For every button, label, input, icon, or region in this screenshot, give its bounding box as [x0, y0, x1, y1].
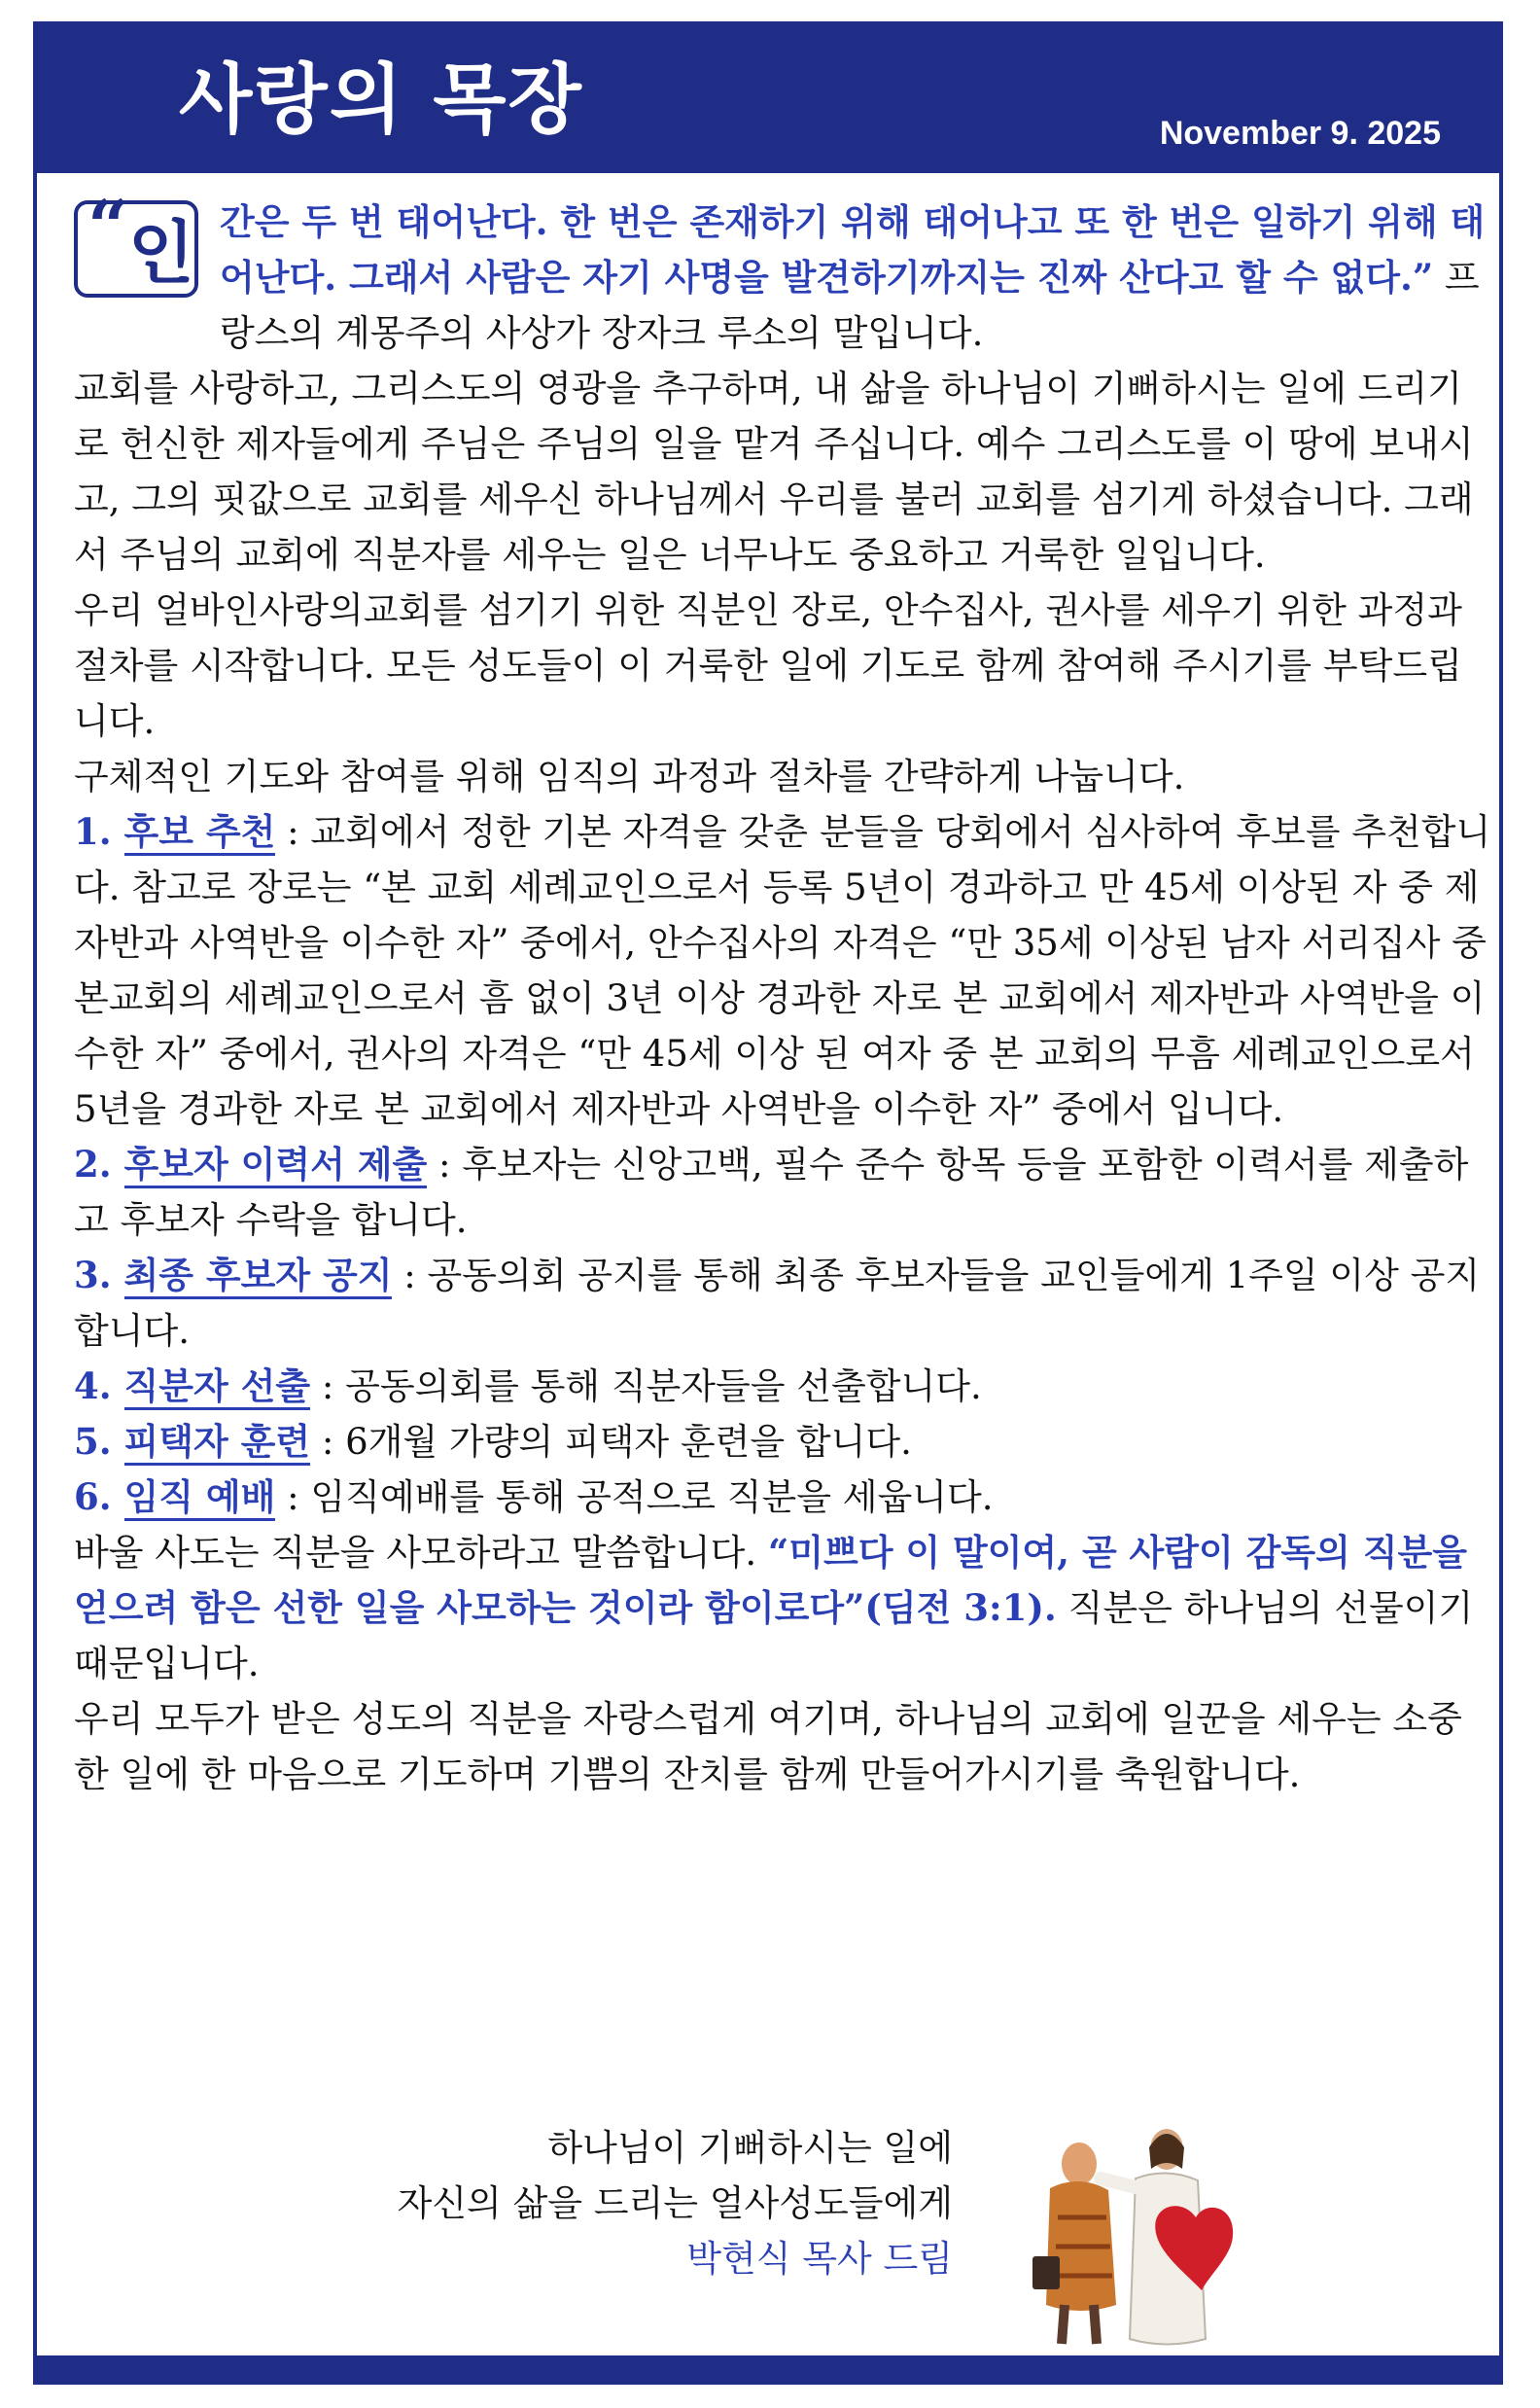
step-item — [74, 1137, 1493, 1248]
step-item — [74, 1414, 1493, 1470]
signature-line: 하나님이 기뻐하시는 일에 — [547, 2127, 953, 2169]
step-text: : 공동의회 공지를 통해 최종 후보자들을 교인들에게 1주일 이상 공지합니다. — [74, 1255, 1481, 1352]
two-figures-with-heart-illustration — [1011, 2110, 1235, 2354]
step-title: 후보자 이력서 제출 — [124, 1143, 428, 1188]
step-text: : 교회에서 정한 기본 자격을 갖춘 분들을 당회에서 심사하여 후보를 추천합니다. 참고로 장로는 “본 교회 세례교인으로서 등록 5년이 경과하고 만 45세 이상된 자 중 제자반과 사역반을 이수한 자” 중에서, 안수집사의 자격은 “만 35세 이상된 남자 서리집사 중 본교회의 세례교인으로서 흠 없이 3년 이상 경과한 자로 본 교회에서 제자반과 사역반을 이수한 자” 중에서, 권사의 자격은 “만 45세 이상 된 여자 중 본 교회의 무흠 세례교인으로서 5년을 경과한 자로 본 교회에서 제자반과 사역반을 이수한 자” 중에서 입니다. — [74, 811, 1491, 1130]
left-figure-legs — [1062, 2305, 1097, 2344]
signature-line: 자신의 삶을 드리는 얼사성도들에게 — [397, 2182, 953, 2224]
paragraph-calling: 교회를 사랑하고, 그리스도의 영광을 추구하며, 내 삶을 하나님이 기뻐하시는 일에 드리기로 헌신한 제자들에게 주님은 주님의 일을 맡겨 주십니다. 예수 그리스도를 이 땅에 보내시고, 그의 핏값으로 교회를 세우신 하나님께서 우리를 불러 교회를 섬기게 하셨습니다. 그래서 주님의 교회에 직분자를 세우는 일은 너무나도 중요하고 거룩한 일입니다. — [74, 368, 1474, 576]
paragraph-scripture — [74, 1525, 1493, 1691]
scripture-verse: “미쁘다 이 말이여, 곧 사람이 감독의 직분을 얻으려 함은 선한 일을 사모하는 것이라 함이로다”(딤전 3:1). — [74, 1531, 1468, 1629]
quote-attribution: 프랑스의 계몽주의 사상가 장자크 루소의 말입니다. — [220, 257, 1480, 354]
step-title: 피택자 훈련 — [124, 1420, 311, 1466]
step-title: 최종 후보자 공지 — [124, 1254, 393, 1299]
step-number: 4. — [74, 1364, 124, 1407]
signature-block — [321, 2120, 953, 2286]
pastor-signature: 박현식 목사 드림 — [686, 2238, 953, 2280]
step-text: : 공동의회를 통해 직분자들을 선출합니다. — [310, 1365, 982, 1407]
open-quote-mark: “ — [88, 186, 129, 269]
paragraph-overview: 구체적인 기도와 참여를 위해 임직의 과정과 절차를 간략하게 나눕니다. — [74, 756, 1185, 797]
step-item — [74, 1470, 1493, 1525]
step-item — [74, 1248, 1493, 1359]
article-body — [74, 186, 1493, 1802]
step-number: 2. — [74, 1143, 124, 1186]
intro-block — [74, 186, 1493, 361]
footer-bar — [33, 2355, 1503, 2385]
step-item — [74, 804, 1493, 1137]
step-title: 임직 예배 — [124, 1475, 276, 1521]
header-banner — [33, 21, 1503, 173]
step-text: : 6개월 가량의 피택자 훈련을 합니다. — [310, 1421, 912, 1463]
briefcase-icon — [1032, 2256, 1060, 2289]
step-title: 직분자 선출 — [124, 1364, 311, 1410]
page-title: 사랑의 목장 — [179, 56, 583, 144]
scripture-lead: 바울 사도는 직분을 사모하라고 말씀합니다. — [74, 1532, 768, 1574]
step-item — [74, 1359, 1493, 1414]
left-figure-head — [1062, 2142, 1097, 2185]
step-number: 1. — [74, 810, 124, 853]
intro-quote-paragraph — [74, 186, 1493, 361]
paragraph-blessing: 우리 모두가 받은 성도의 직분을 자랑스럽게 여기며, 하나님의 교회에 일꾼을 세우는 소중한 일에 한 마음으로 기도하며 기쁨의 잔치를 함께 만들어가시기를 축원합니다. — [74, 1698, 1462, 1795]
step-number: 5. — [74, 1420, 124, 1463]
step-number: 6. — [74, 1475, 124, 1518]
step-title: 후보 추천 — [124, 810, 276, 856]
rousseau-quote: 간은 두 번 태어난다. 한 번은 존재하기 위해 태어나고 또 한 번은 일하기 위해 태어난다. 그래서 사람은 자기 사명을 발견하기까지는 진짜 산다고 할 수 없다.” — [220, 200, 1486, 299]
step-text: : 후보자는 신앙고백, 필수 준수 항목 등을 포함한 이력서를 제출하고 후보자 수락을 합니다. — [74, 1144, 1469, 1241]
scripture-tail: 직분은 하나님의 선물이기 때문입니다. — [74, 1587, 1474, 1684]
drop-cap-box — [74, 186, 198, 298]
paragraph-process-start: 우리 얼바인사랑의교회를 섬기기 위한 직분인 장로, 안수집사, 권사를 세우기 위한 과정과 절차를 시작합니다. 모든 성도들이 이 거룩한 일에 기도로 함께 참여해 주시기를 부탁드립니다. — [74, 589, 1462, 742]
step-number: 3. — [74, 1254, 124, 1296]
step-text: : 임직예배를 통해 공적으로 직분을 세웁니다. — [275, 1476, 994, 1518]
bulletin-date: November 9. 2025 — [1159, 115, 1441, 152]
pointing-arm — [1101, 2178, 1139, 2188]
drop-cap-letter: 인 — [128, 212, 194, 293]
